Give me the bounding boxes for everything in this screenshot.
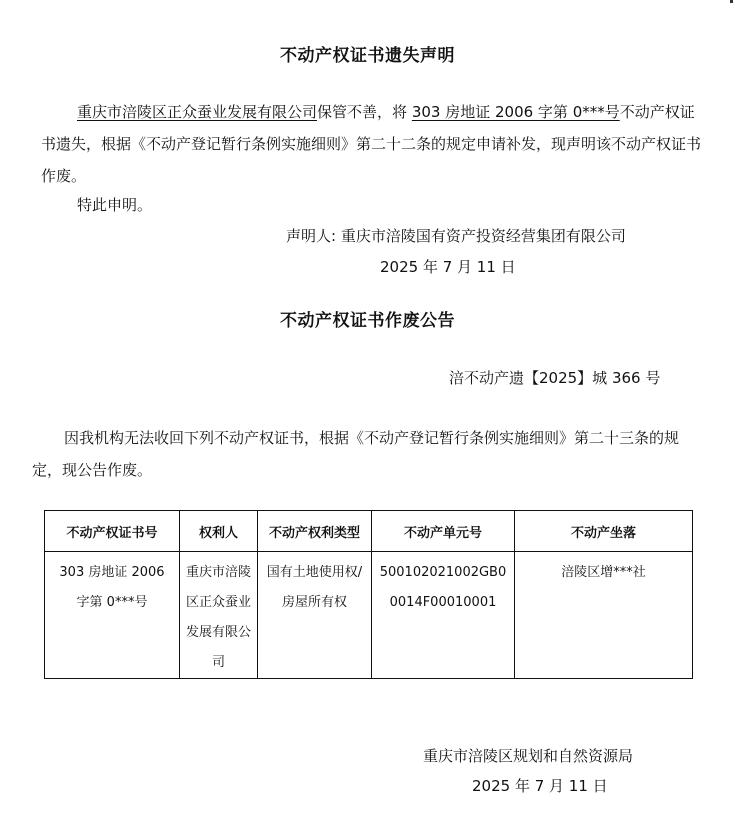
body-text-a: 保管不善，将 bbox=[317, 103, 408, 121]
declarant: 声明人: 重庆市涪陵国有资产投资经营集团有限公司 bbox=[286, 227, 626, 245]
certificate-number: 303 房地证 2006 字第 0***号 bbox=[411, 103, 620, 121]
loss-declaration-title: 不动产权证书遗失声明 bbox=[280, 46, 455, 66]
issue-date: 2025 年 7 月 11 日 bbox=[472, 777, 608, 795]
cell-right-type: 国有土地使用权/房屋所有权 bbox=[258, 552, 372, 679]
cell-unit-no: 500102021002GB00014F00010001 bbox=[372, 552, 515, 679]
header-certificate-no: 不动产权证书号 bbox=[45, 511, 180, 552]
header-right-type: 不动产权利类型 bbox=[258, 511, 372, 552]
header-right-holder: 权利人 bbox=[180, 511, 258, 552]
loss-declaration-body bbox=[41, 96, 701, 192]
company-name: 重庆市涪陵区正众蚕业发展有限公司 bbox=[77, 103, 318, 121]
void-announcement-body bbox=[32, 422, 700, 486]
header-location: 不动产坐落 bbox=[515, 511, 693, 552]
cell-right-holder: 重庆市涪陵区正众蚕业发展有限公司 bbox=[180, 552, 258, 679]
declaration-date: 2025 年 7 月 11 日 bbox=[380, 258, 516, 276]
body-text-b: 不动产权证书遗失，根据《不动产登记暂行条例实施细则》第二十二条的规定申请补发，现声明该不动产权证书作废。 bbox=[41, 103, 702, 185]
special-declare: 特此申明。 bbox=[77, 196, 153, 214]
certificate-table bbox=[44, 510, 693, 679]
corner-mark bbox=[730, 0, 733, 3]
header-unit-no: 不动产单元号 bbox=[372, 511, 515, 552]
void-announcement-title: 不动产权证书作废公告 bbox=[280, 311, 455, 331]
document-number: 涪不动产遗【2025】城 366 号 bbox=[449, 369, 661, 387]
cell-certificate-no: 303 房地证 2006 字第 0***号 bbox=[45, 552, 180, 679]
table-header-row bbox=[45, 511, 693, 552]
issuing-authority: 重庆市涪陵区规划和自然资源局 bbox=[423, 747, 634, 765]
cell-location: 涪陵区增***社 bbox=[515, 552, 693, 679]
announcement-text: 因我机构无法收回下列不动产权证书，根据《不动产登记暂行条例实施细则》第二十三条的规定，现公告作废。 bbox=[32, 429, 680, 479]
table-row bbox=[45, 552, 693, 679]
